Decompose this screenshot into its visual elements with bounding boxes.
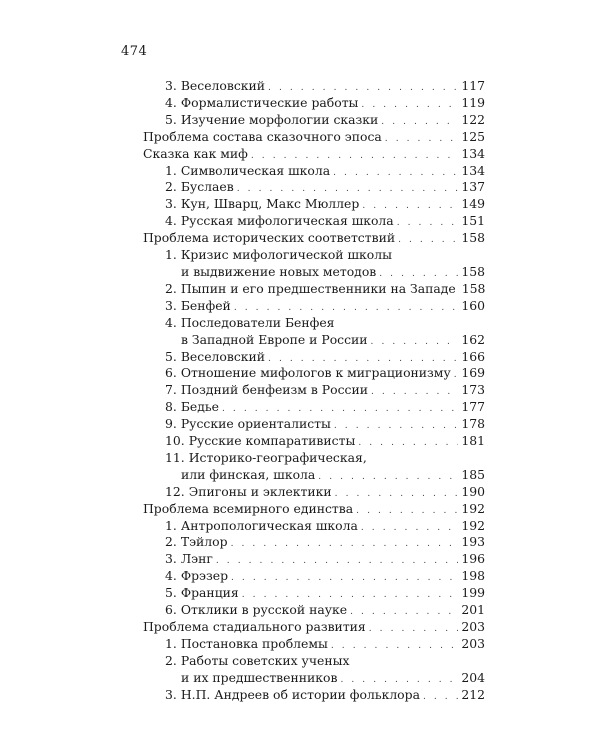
toc-entry-number: 7. (165, 382, 177, 398)
toc-entry-page: 134 (461, 162, 485, 178)
toc-entry[interactable] (143, 484, 485, 501)
toc-entry-page: 166 (461, 348, 485, 364)
dot-leader (318, 473, 458, 482)
toc-entry-page: 177 (461, 399, 485, 415)
toc-entry-title: Кун, Шварц, Макс Мюллер (180, 196, 360, 212)
toc-entry-page: 173 (461, 382, 485, 398)
toc-entry[interactable] (143, 534, 485, 551)
toc-entry-title: Русская мифологическая школа (180, 213, 394, 229)
toc-entry-title: Н.П. Андреев об истории фольклора (180, 686, 420, 702)
dot-leader (251, 152, 458, 161)
toc-entry-number: 1. (165, 635, 177, 651)
toc-entry-line (143, 247, 485, 264)
toc-entry-title: Веселовский (180, 348, 266, 364)
toc-entry-title: Бедье (180, 399, 219, 415)
toc-entry-page: 190 (461, 483, 485, 499)
toc-entry-number: 8. (165, 399, 177, 415)
toc-entry-line (143, 687, 485, 704)
toc-entry-title: Антропологическая школа (180, 517, 358, 533)
toc-entry-title: Сказка как миф (143, 145, 248, 161)
toc-entry-number: 4. (165, 568, 177, 584)
toc-entry-title: Лэнг (180, 551, 213, 567)
toc-entry-title: Русские компаративисты (188, 433, 356, 449)
toc-entry-line (143, 416, 485, 433)
toc-entry-title: Кризис мифологической школы (180, 247, 392, 263)
toc-entry[interactable] (143, 349, 485, 366)
toc-entry-number: 1. (165, 247, 177, 263)
dot-leader (335, 490, 459, 499)
toc-entry-title: Формалистические работы (180, 94, 359, 110)
dot-leader (454, 371, 459, 380)
dot-leader (361, 524, 458, 533)
toc-entry[interactable] (143, 636, 485, 653)
dot-leader (369, 625, 459, 634)
toc-entry-page: 203 (461, 635, 485, 651)
toc-entry-line (143, 450, 485, 467)
dot-leader (237, 185, 459, 194)
toc-entry-line (143, 298, 485, 315)
toc-entry-number: 3. (165, 196, 177, 212)
toc-entry-title: Постановка проблемы (180, 635, 328, 651)
toc-entry-title: Пыпин и его предшественники на Западе (180, 280, 456, 296)
toc-entry-page: 122 (461, 111, 485, 127)
toc-entry[interactable] (143, 433, 485, 450)
toc-entry[interactable] (143, 281, 485, 298)
dot-leader (356, 507, 458, 516)
toc-entry[interactable] (143, 129, 485, 146)
toc-entry-page: 125 (461, 128, 485, 144)
toc-entry-line (143, 213, 485, 230)
toc-entry-line (143, 518, 485, 535)
toc-entry-number: 3. (165, 78, 177, 93)
toc-entry-line (143, 636, 485, 653)
toc-entry[interactable] (143, 602, 485, 619)
toc-entry-title: Франция (180, 585, 239, 601)
toc-entry-page: 193 (461, 534, 485, 550)
toc-entry-title: Тэйлор (180, 534, 228, 550)
toc-entry-page: 169 (461, 365, 485, 381)
toc-entry-number: 2. (165, 652, 177, 668)
toc-entry-continuation (143, 670, 485, 687)
toc-entry-line (143, 551, 485, 568)
toc-entry-number: 6. (165, 602, 177, 618)
dot-leader (423, 693, 458, 702)
dot-leader (371, 388, 458, 397)
toc-entry-page: 181 (461, 433, 485, 449)
toc-entry-title: в Западной Европе и России (181, 331, 368, 347)
toc-entry-continuation (143, 264, 485, 281)
toc-entry-number: 4. (165, 314, 177, 330)
dot-leader (331, 642, 458, 651)
toc-entry-line (143, 399, 485, 416)
toc-entry-number: 1. (165, 517, 177, 533)
dot-leader (222, 405, 458, 414)
dot-leader (268, 84, 458, 93)
toc-entry-line (143, 196, 485, 213)
toc-entry-page: 203 (461, 619, 485, 634)
toc-entry[interactable] (143, 568, 485, 585)
toc-entry-line (143, 78, 485, 95)
dot-leader (397, 219, 459, 228)
toc-entry-page: 119 (461, 94, 485, 110)
dot-leader (333, 169, 458, 178)
toc-entry[interactable] (143, 619, 485, 636)
toc-entry-title: Фрэзер (180, 568, 229, 584)
toc-entry-title: Историко-географическая, (188, 449, 367, 465)
toc-entry-page: 178 (461, 416, 485, 432)
dot-leader (381, 118, 458, 127)
toc-entry-line (143, 433, 485, 450)
toc-entry-line (143, 653, 485, 670)
toc-entry-page: 192 (461, 500, 485, 516)
dot-leader (398, 236, 458, 245)
toc-entry[interactable] (143, 585, 485, 602)
toc-entry-page: 162 (461, 331, 485, 347)
toc-entry[interactable] (143, 365, 485, 382)
toc-entry-number: 2. (165, 179, 177, 195)
toc-entry-page: 158 (461, 230, 485, 246)
dot-leader (216, 557, 458, 566)
toc-entry-number: 3. (165, 297, 177, 313)
toc-entry-title: Веселовский (180, 78, 266, 93)
toc-entry-number: 5. (165, 348, 177, 364)
toc-entry-title: Проблема состава сказочного эпоса (143, 128, 382, 144)
toc-entry-page: 196 (461, 551, 485, 567)
toc-entry[interactable] (143, 179, 485, 196)
toc-entry-title: Символическая школа (180, 162, 331, 178)
toc-entry[interactable] (143, 230, 485, 247)
toc-entry-number: 3. (165, 686, 177, 702)
dot-leader (268, 355, 458, 364)
dot-leader (361, 101, 458, 110)
toc-entry-line (143, 95, 485, 112)
dot-leader (231, 540, 459, 549)
toc-entry-page: 158 (461, 280, 486, 296)
toc-entry-line (143, 382, 485, 399)
toc-entry-line (143, 602, 485, 619)
dot-leader (231, 574, 458, 583)
toc-entry-line (143, 534, 485, 551)
toc-entry[interactable] (143, 518, 485, 535)
toc-entry-title: Поздний бенфеизм в России (180, 382, 368, 398)
dot-leader (350, 608, 458, 617)
toc-entry-number: 2. (165, 534, 177, 550)
toc-entry-line (143, 146, 485, 163)
toc-entry-title: Отношение мифологов к миграционизму (180, 365, 451, 381)
toc-entry-page: 212 (461, 686, 485, 702)
toc-entry-number: 10. (165, 433, 185, 449)
toc-entry-line (143, 163, 485, 180)
toc-entry-page: 160 (461, 297, 485, 313)
toc-entry[interactable] (143, 416, 485, 433)
toc-entry-page: 192 (461, 517, 485, 533)
toc-entry-continuation (143, 332, 485, 349)
toc-entry-title: Бенфей (180, 297, 231, 313)
toc-entry[interactable] (143, 315, 485, 349)
dot-leader (340, 676, 458, 685)
toc-entry-page: 149 (461, 196, 485, 212)
toc-entry-line (143, 568, 485, 585)
toc-entry[interactable] (143, 450, 485, 484)
toc-entry-line (143, 112, 485, 129)
table-of-contents (143, 78, 485, 704)
toc-entry-line (143, 230, 485, 247)
toc-entry-page: 134 (461, 145, 485, 161)
toc-entry-number: 4. (165, 94, 177, 110)
toc-entry-line (143, 129, 485, 146)
toc-entry[interactable] (143, 163, 485, 180)
toc-entry-title: Проблема всемирного единства (143, 500, 354, 516)
toc-entry-page: 117 (461, 78, 485, 93)
toc-entry-title: Проблема исторических соответствий (143, 230, 396, 246)
toc-entry[interactable] (143, 146, 485, 163)
toc-entry-title: Последователи Бенфея (180, 314, 335, 330)
toc-entry-title: Буслаев (180, 179, 234, 195)
dot-leader (362, 202, 458, 211)
toc-entry-number: 5. (165, 111, 177, 127)
toc-entry-line (143, 349, 485, 366)
toc-entry-title: или финская, школа (181, 466, 316, 482)
toc-entry-number: 3. (165, 551, 177, 567)
toc-entry-page: 204 (461, 669, 485, 685)
dot-leader (371, 338, 459, 347)
toc-entry[interactable] (143, 501, 485, 518)
toc-entry[interactable] (143, 551, 485, 568)
toc-entry-page: 137 (461, 179, 485, 195)
dot-leader (358, 439, 458, 448)
page-number: 474 (121, 44, 148, 59)
toc-entry[interactable] (143, 687, 485, 704)
toc-entry-title: и их предшественников (181, 669, 338, 685)
toc-entry-title: и выдвижение новых методов (181, 263, 377, 279)
toc-entry-number: 11. (165, 449, 185, 465)
toc-entry-title: Отклики в русской науке (180, 602, 348, 618)
toc-entry-title: Проблема стадиального развития (143, 619, 366, 634)
dot-leader (242, 591, 459, 600)
toc-entry-title: Русские ориенталисты (180, 416, 331, 432)
toc-entry[interactable] (143, 298, 485, 315)
dot-leader (385, 135, 459, 144)
toc-entry-number: 12. (165, 483, 185, 499)
toc-entry-line (143, 585, 485, 602)
toc-entry[interactable] (143, 399, 485, 416)
dot-leader (334, 422, 458, 431)
toc-entry-continuation (143, 467, 485, 484)
toc-entry-page: 151 (461, 213, 485, 229)
toc-entry-number: 1. (165, 162, 177, 178)
toc-entry-page: 158 (461, 263, 485, 279)
toc-entry-line (143, 365, 485, 382)
toc-entry[interactable] (143, 112, 485, 129)
toc-entry-number: 2. (165, 280, 177, 296)
toc-entry[interactable] (143, 196, 485, 213)
toc-entry-line (143, 179, 485, 196)
dot-leader (234, 304, 459, 313)
toc-entry-page: 199 (461, 585, 485, 601)
dot-leader (379, 270, 458, 279)
toc-entry-line (143, 501, 485, 518)
toc-entry-line (143, 281, 485, 298)
toc-entry-title: Изучение морфологии сказки (180, 111, 379, 127)
toc-entry-page: 198 (461, 568, 485, 584)
toc-entry[interactable] (143, 247, 485, 281)
toc-entry[interactable] (143, 382, 485, 399)
toc-entry[interactable] (143, 78, 485, 95)
toc-entry[interactable] (143, 213, 485, 230)
toc-entry-number: 4. (165, 213, 177, 229)
toc-entry-page: 185 (461, 466, 485, 482)
toc-entry-title: Работы советских ученых (180, 652, 350, 668)
toc-entry-number: 6. (165, 365, 177, 381)
toc-entry-title: Эпигоны и эклектики (188, 483, 332, 499)
toc-entry-line (143, 619, 485, 636)
toc-entry-page: 201 (461, 602, 485, 618)
toc-entry-number: 9. (165, 416, 177, 432)
toc-entry-line (143, 484, 485, 501)
toc-entry-line (143, 315, 485, 332)
toc-entry[interactable] (143, 95, 485, 112)
toc-entry[interactable] (143, 653, 485, 687)
toc-entry-number: 5. (165, 585, 177, 601)
